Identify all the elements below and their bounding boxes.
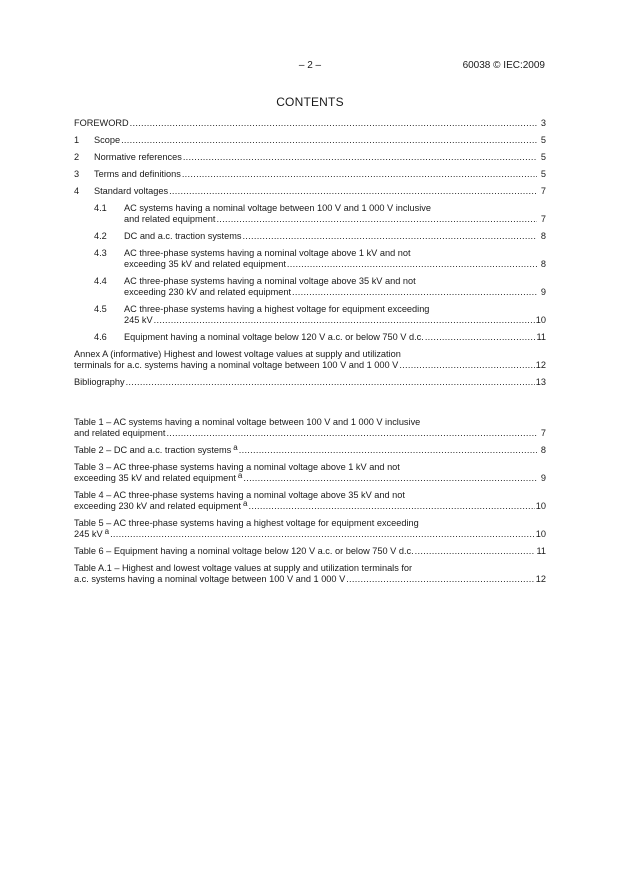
toc-entry-number: 4.3 [94, 248, 107, 258]
toc-entry-row [74, 360, 546, 371]
dot-leader [248, 501, 534, 512]
toc-entry-row [124, 287, 546, 298]
table-entry[interactable] [74, 518, 546, 540]
dot-leader [110, 529, 535, 540]
dot-leader [399, 360, 534, 371]
table-entry-title: 245 kV a [74, 527, 110, 539]
contents-list [74, 118, 546, 394]
dot-leader [154, 315, 535, 326]
dot-leader [169, 186, 537, 197]
toc-entry-title: Normative references [94, 152, 182, 162]
dot-leader [216, 214, 537, 225]
table-entry-body [74, 417, 546, 439]
toc-entry-number: 4.1 [94, 203, 107, 213]
table-entry-row [74, 574, 546, 585]
toc-entry-title: and related equipment [124, 214, 216, 224]
toc-entry-row [124, 332, 546, 343]
table-entry-title: and related equipment [74, 428, 166, 438]
toc-entry-body [124, 304, 546, 326]
table-entry-line: Table 1 – AC systems having a nominal voltage between 100 V and 1 000 V inclusive [74, 417, 421, 427]
dot-leader [415, 546, 536, 557]
table-entry-title: Table 6 – Equipment having a nominal voltage below 120 V a.c. or below 750 V d.c. [74, 546, 414, 556]
toc-entry-number: 4 [74, 186, 80, 196]
table-entry-row [74, 473, 546, 484]
toc-entry[interactable] [74, 118, 546, 129]
toc-entry-row [74, 118, 546, 129]
dot-leader [242, 231, 537, 242]
toc-entry[interactable] [74, 152, 546, 163]
toc-entry[interactable] [74, 332, 546, 343]
toc-entry[interactable] [74, 349, 546, 371]
table-entry-page: 10 [535, 529, 546, 539]
table-entry-body [74, 563, 546, 585]
toc-entry-title: FOREWORD [74, 118, 129, 128]
toc-entry-line: AC three-phase systems having a nominal voltage above 1 kV and not [124, 248, 411, 258]
table-entry-row [74, 529, 546, 540]
table-entry-row [74, 445, 546, 456]
toc-entry[interactable] [74, 248, 546, 270]
toc-entry-page: 10 [535, 315, 546, 325]
toc-entry[interactable] [74, 231, 546, 242]
table-entry-footnote-mark: a [233, 443, 238, 452]
table-entry-body [74, 445, 546, 456]
toc-entry[interactable] [74, 377, 546, 388]
toc-entry-number: 4.5 [94, 304, 107, 314]
dot-leader [243, 473, 537, 484]
table-entry-row [74, 501, 546, 512]
toc-entry-row [94, 186, 546, 197]
toc-entry-title: Bibliography [74, 377, 125, 387]
toc-entry-body [94, 186, 546, 197]
table-entry-footnote-mark: a [243, 499, 248, 508]
table-entry-footnote-mark: a [237, 471, 243, 480]
table-entry-page: 7 [540, 428, 546, 438]
toc-entry-number: 2 [74, 152, 80, 162]
table-entry-line: Table A.1 – Highest and lowest voltage values at supply and utilization terminals for [74, 563, 413, 573]
toc-entry-title: Scope [94, 135, 121, 145]
dot-leader [292, 287, 537, 298]
dot-leader [126, 377, 535, 388]
toc-entry-page: 7 [540, 186, 546, 196]
toc-entry-number: 4.4 [94, 276, 107, 286]
toc-entry[interactable] [74, 203, 546, 225]
toc-entry-row [124, 259, 546, 270]
dot-leader [130, 118, 537, 129]
toc-entry-body [124, 231, 546, 242]
toc-entry[interactable] [74, 135, 546, 146]
toc-entry[interactable] [74, 169, 546, 180]
toc-entry-body [74, 377, 546, 388]
toc-entry-row [124, 214, 546, 225]
dot-leader [121, 135, 537, 146]
toc-entry-row [94, 152, 546, 163]
toc-entry-body [124, 276, 546, 298]
toc-entry-row [124, 315, 546, 326]
table-entry-page: 10 [535, 501, 546, 511]
toc-entry[interactable] [74, 186, 546, 197]
toc-entry-line: AC three-phase systems having a highest voltage for equipment exceeding [124, 304, 430, 314]
toc-entry-row [74, 377, 546, 388]
toc-entry-body [124, 332, 546, 343]
table-entry-row [74, 428, 546, 439]
toc-entry-body [74, 118, 546, 129]
toc-entry-title: Standard voltages [94, 186, 169, 196]
toc-entry-page: 12 [535, 360, 546, 370]
table-entry[interactable] [74, 417, 546, 439]
toc-entry-title: terminals for a.c. systems having a nominal voltage between 100 V and 1 000 V [74, 360, 399, 370]
toc-entry-page: 3 [540, 118, 546, 128]
toc-entry-body [124, 248, 546, 270]
toc-entry-page: 11 [536, 332, 546, 342]
dot-leader [287, 259, 537, 270]
table-entry-body [74, 518, 546, 540]
toc-entry-line: AC three-phase systems having a nominal voltage above 35 kV and not [124, 276, 416, 286]
toc-entry-page: 5 [540, 169, 546, 179]
table-entry-page: 8 [540, 445, 546, 455]
table-entry-line: Table 4 – AC three-phase systems having a nominal voltage above 35 kV and not [74, 490, 405, 500]
toc-entry-number: 4.6 [94, 332, 107, 342]
table-entry-body [74, 546, 546, 557]
toc-entry-body [94, 135, 546, 146]
toc-entry[interactable] [74, 276, 546, 298]
dot-leader [182, 169, 537, 180]
table-entry-footnote-mark: a [104, 527, 110, 536]
toc-entry-page: 5 [540, 135, 546, 145]
toc-entry[interactable] [74, 304, 546, 326]
toc-entry-number: 1 [74, 135, 80, 145]
dot-leader [239, 445, 537, 456]
table-entry-page: 12 [535, 574, 546, 584]
table-entry-line: Table 5 – AC three-phase systems having a highest voltage for equipment exceeding [74, 518, 419, 528]
table-entry[interactable] [74, 462, 546, 484]
toc-entry-number: 4.2 [94, 231, 107, 241]
dot-leader [166, 428, 537, 439]
table-entry-line: Table 3 – AC three-phase systems having a nominal voltage above 1 kV and not [74, 462, 400, 472]
toc-entry-page: 7 [540, 214, 546, 224]
toc-entry-title: Equipment having a nominal voltage below 120 V a.c. or below 750 V d.c. [124, 332, 424, 342]
toc-entry-title: exceeding 35 kV and related equipment [124, 259, 286, 269]
toc-entry-body [124, 203, 546, 225]
toc-entry-line: Annex A (informative) Highest and lowest voltage values at supply and utilization [74, 349, 401, 359]
table-entry[interactable] [74, 546, 546, 557]
toc-entry-number: 3 [74, 169, 80, 179]
dot-leader [425, 332, 536, 343]
table-entry-title: Table 2 – DC and a.c. traction systems a [74, 443, 238, 455]
toc-entry-title: DC and a.c. traction systems [124, 231, 242, 241]
table-entry-page: 11 [536, 546, 546, 556]
toc-entry-title: exceeding 230 kV and related equipment [124, 287, 292, 297]
dot-leader [346, 574, 535, 585]
table-entry[interactable] [74, 563, 546, 585]
table-entry-title: exceeding 35 kV and related equipment a [74, 471, 243, 483]
table-list [74, 417, 546, 591]
table-entry-title: a.c. systems having a nominal voltage between 100 V and 1 000 V [74, 574, 346, 584]
document-reference: 60038 © IEC:2009 [462, 60, 545, 71]
toc-entry-row [124, 231, 546, 242]
table-entry-row [74, 546, 546, 557]
table-entry-title: exceeding 230 kV and related equipment a [74, 499, 248, 511]
table-entry-page: 9 [540, 473, 546, 483]
table-entry-body [74, 462, 546, 484]
dot-leader [183, 152, 537, 163]
table-entry[interactable] [74, 445, 546, 456]
toc-entry-page: 8 [540, 259, 546, 269]
toc-entry-title: 245 kV [124, 315, 153, 325]
toc-entry-page: 9 [540, 287, 546, 297]
table-entry[interactable] [74, 490, 546, 512]
toc-entry-row [94, 135, 546, 146]
toc-entry-title: Terms and definitions [94, 169, 181, 179]
toc-entry-row [94, 169, 546, 180]
contents-title: CONTENTS [276, 95, 344, 109]
toc-entry-body [94, 169, 546, 180]
page-number: – 2 – [298, 60, 322, 71]
toc-entry-line: AC systems having a nominal voltage between 100 V and 1 000 V inclusive [124, 203, 431, 213]
toc-entry-body [94, 152, 546, 163]
toc-entry-page: 8 [540, 231, 546, 241]
toc-entry-page: 13 [535, 377, 546, 387]
toc-entry-body [74, 349, 546, 371]
toc-entry-page: 5 [540, 152, 546, 162]
table-entry-body [74, 490, 546, 512]
